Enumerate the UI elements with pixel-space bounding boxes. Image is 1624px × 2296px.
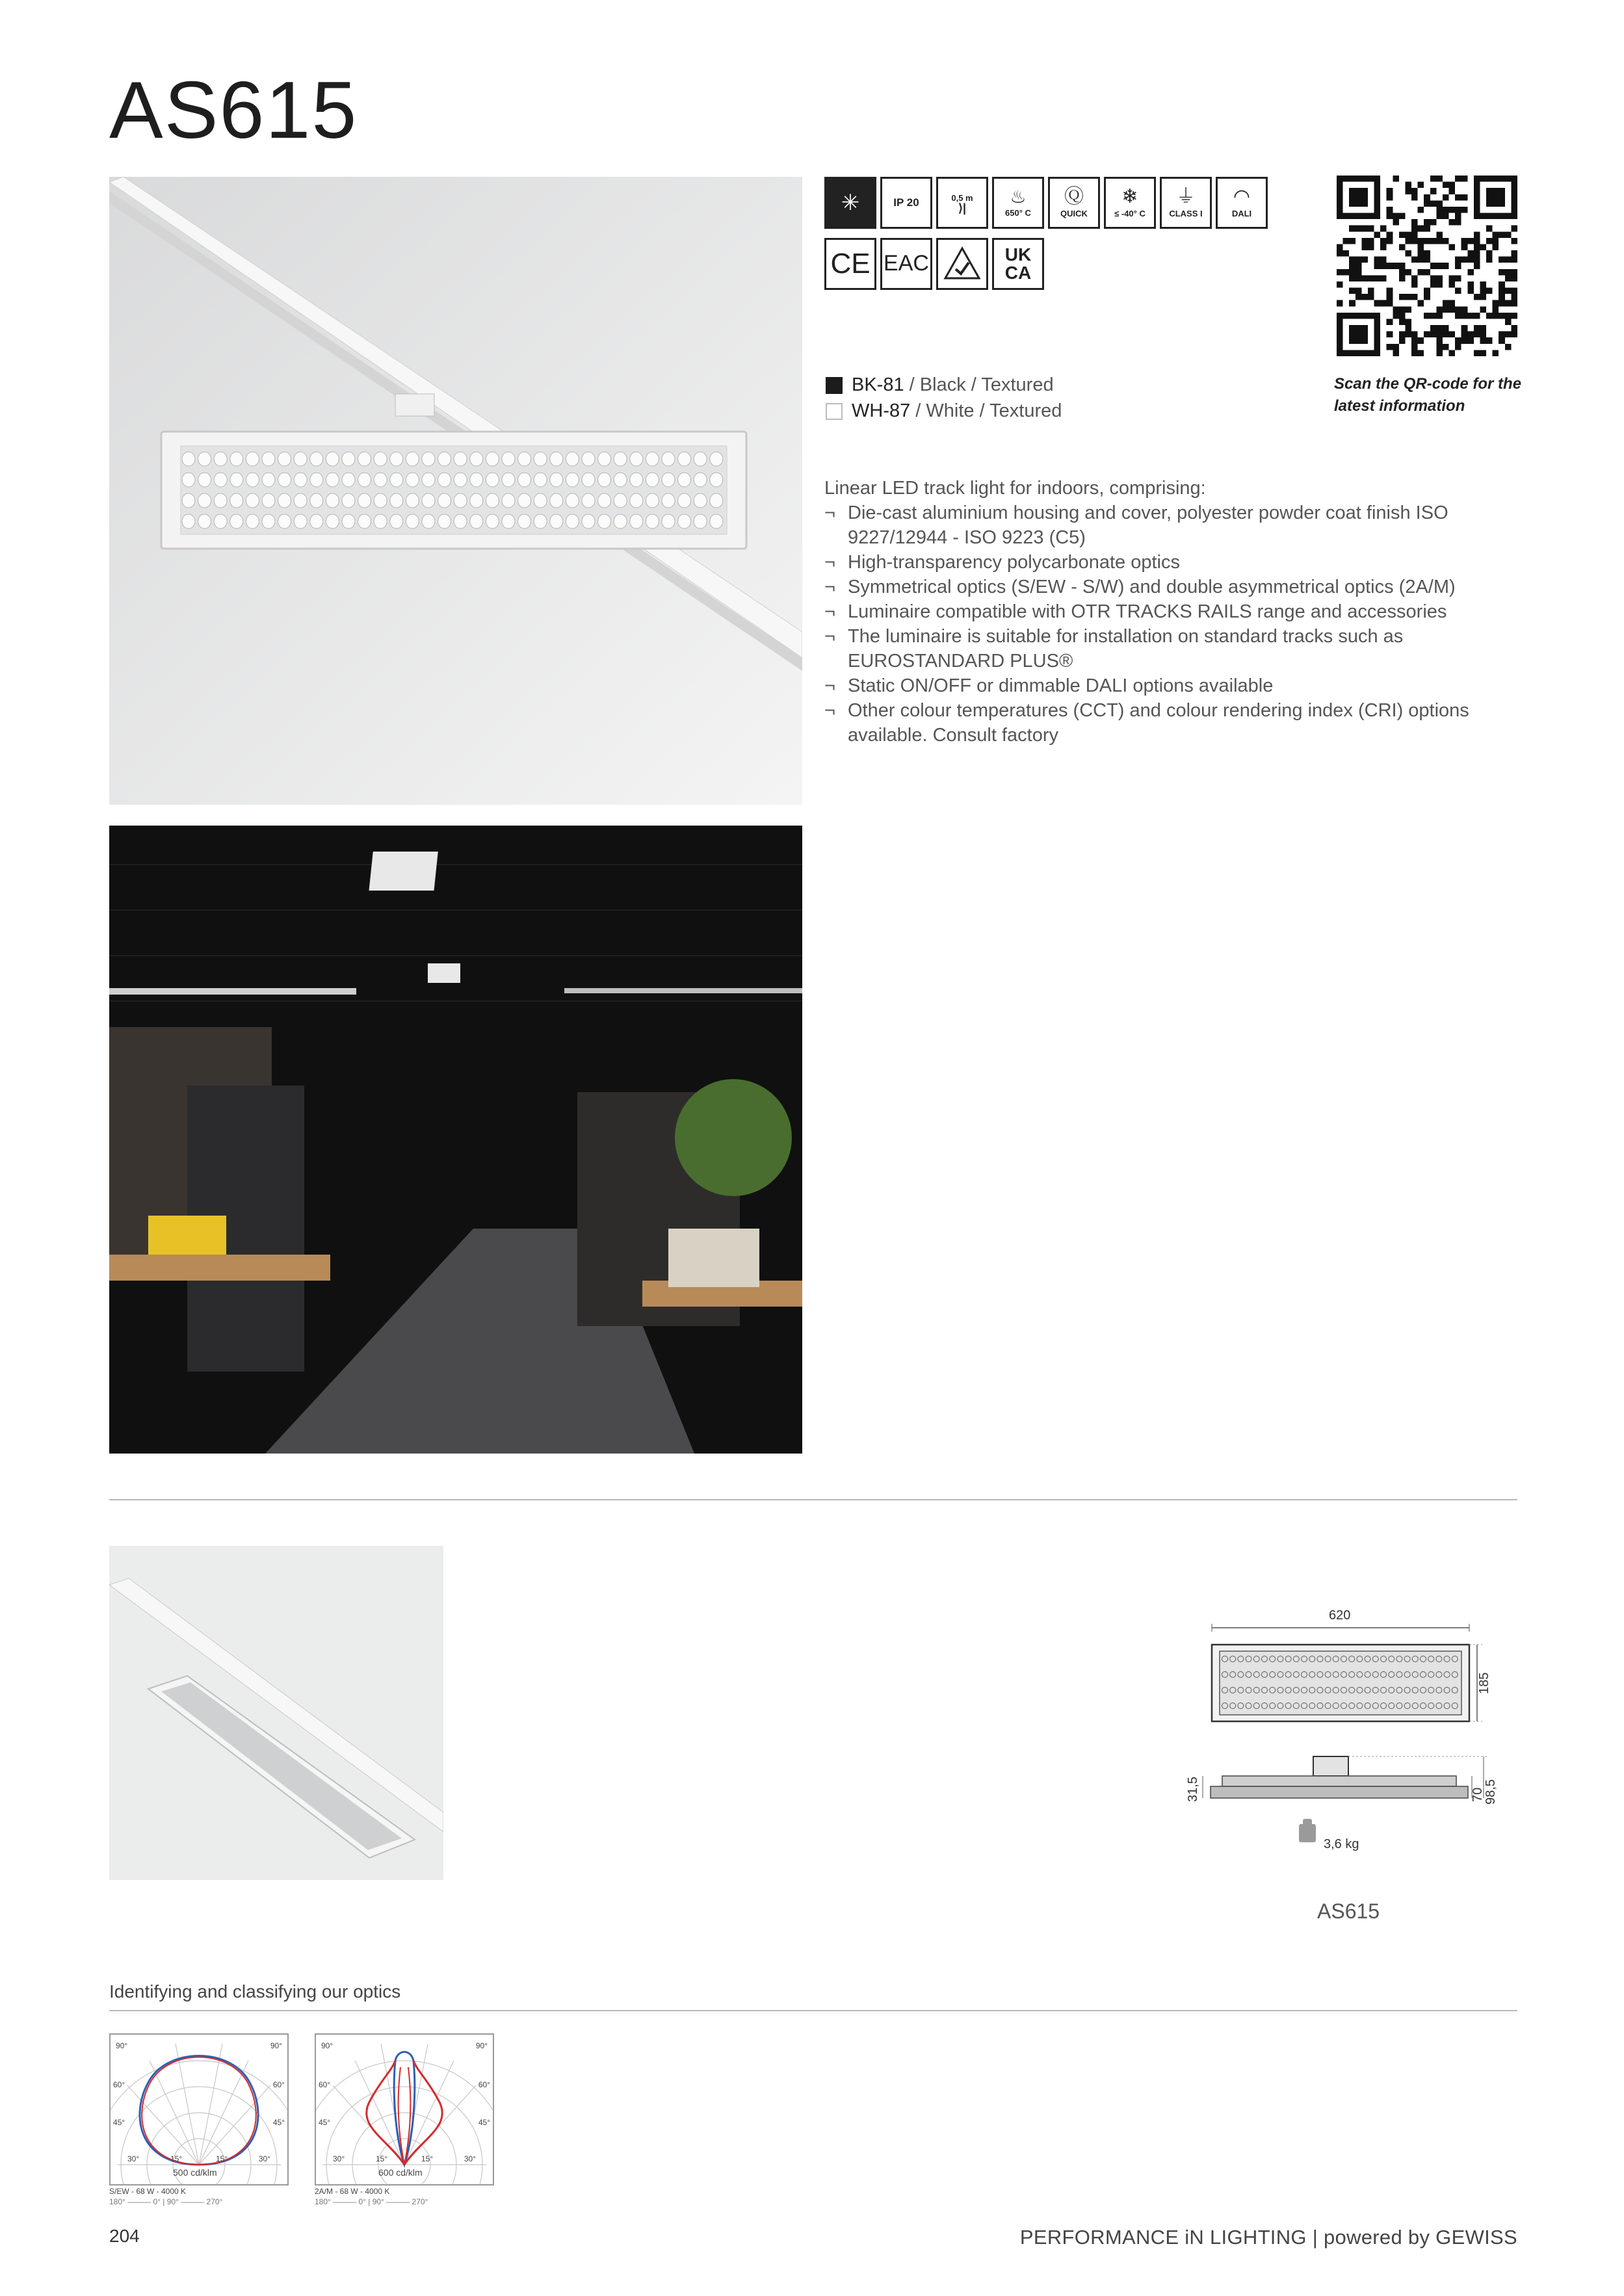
lens [214, 473, 227, 487]
lens [566, 473, 579, 487]
lens [246, 452, 259, 466]
footer-tagline: PERFORMANCE iN LIGHTING | powered by GEWISS [1019, 2226, 1517, 2249]
lens [406, 452, 419, 466]
finish-black [826, 374, 1054, 396]
lens [598, 493, 611, 508]
list-item: ¬ The luminaire is suitable for installation on standard tracks such as EUROSTANDARD PLUS® [824, 624, 1526, 673]
quick-install-icon: Ⓠ QUICK [1048, 177, 1100, 229]
lens [358, 493, 371, 508]
lens [710, 452, 723, 466]
finish-code: BK-81 [852, 374, 904, 395]
lens [214, 493, 227, 508]
lens [374, 514, 387, 528]
qr-code[interactable] [1337, 176, 1517, 356]
lens [198, 493, 211, 508]
lens [566, 493, 579, 508]
lens [662, 452, 675, 466]
finish-desc: / Black / Textured [904, 374, 1054, 395]
height-dimension: 185 [1477, 1672, 1491, 1694]
eac-mark-icon: EAC [880, 238, 932, 290]
lens [262, 493, 275, 508]
lens [678, 514, 691, 528]
lens [694, 514, 707, 528]
optics-section-title: Identifying and classifying our optics [109, 1981, 401, 2002]
lens [486, 452, 499, 466]
lens [374, 493, 387, 508]
qr-caption: Scan the QR-code for the latest information [1334, 375, 1522, 415]
lens [662, 514, 675, 528]
finish-desc: / White / Textured [910, 400, 1062, 421]
glow-wire-icon: ♨ 650° C [992, 177, 1044, 229]
lens [534, 452, 547, 466]
lens [406, 514, 419, 528]
lens [646, 473, 659, 487]
lens [502, 473, 515, 487]
finish-code: WH-87 [852, 400, 911, 421]
white-swatch [826, 403, 843, 420]
technical-drawing [1183, 1606, 1498, 1866]
lens [518, 493, 531, 508]
list-item: ¬ Other colour temperatures (CCT) and colour rendering index (CRI) options available. Consult factory [824, 698, 1526, 748]
lens [518, 473, 531, 487]
base-height-dimension: 31,5 [1186, 1777, 1200, 1802]
lens [630, 473, 643, 487]
lens [470, 493, 483, 508]
lens [342, 493, 355, 508]
lens [438, 514, 451, 528]
polar-diagram-sew: 90° 90° 60° 60° 45° 45° 30° 15° 15° 30° 500 cd/klm [109, 2033, 289, 2185]
lens [358, 514, 371, 528]
list-item: ¬ Symmetrical optics (S/EW - S/W) and double asymmetrical optics (2A/M) [824, 575, 1526, 599]
lens [550, 452, 563, 466]
lens [454, 493, 467, 508]
product-thumbnail [109, 1546, 443, 1880]
model-label: AS615 [1317, 1899, 1380, 1923]
optics-divider [109, 2010, 1517, 2011]
certification-icons [824, 238, 1044, 290]
lens [550, 473, 563, 487]
lens [246, 473, 259, 487]
lens [694, 493, 707, 508]
lens [614, 514, 627, 528]
lens [326, 473, 339, 487]
lens [246, 493, 259, 508]
lens [582, 452, 595, 466]
store-photo [109, 826, 802, 1454]
lens [454, 514, 467, 528]
lens [550, 514, 563, 528]
list-item: ¬ Luminaire compatible with OTR TRACKS RAILS range and accessories [824, 599, 1526, 624]
lens [198, 514, 211, 528]
lens [422, 514, 435, 528]
lens [566, 452, 579, 466]
lens [710, 514, 723, 528]
lens [438, 493, 451, 508]
ukca-mark-icon: UK CA [992, 238, 1044, 290]
lens [518, 452, 531, 466]
lens [678, 473, 691, 487]
lens [310, 514, 323, 528]
lens [470, 452, 483, 466]
ce-mark-icon: CE [824, 238, 876, 290]
lens [646, 514, 659, 528]
lens [278, 514, 291, 528]
lens [230, 452, 243, 466]
intensity-label: 600 cd/klm [378, 2167, 423, 2178]
lens [390, 473, 403, 487]
lens [598, 514, 611, 528]
lens [358, 473, 371, 487]
lens [438, 452, 451, 466]
polar-diagram-2am: 90° 90° 60° 60° 45° 45° 30° 15° 15° 30° 600 cd/klm [315, 2033, 494, 2185]
lens [646, 452, 659, 466]
page-number: 204 [109, 2226, 140, 2246]
lens [694, 452, 707, 466]
lens [598, 452, 611, 466]
lens [198, 473, 211, 487]
lens [406, 473, 419, 487]
lens [694, 473, 707, 487]
ip-rating-icon: IP 20 [880, 177, 932, 229]
lens [614, 473, 627, 487]
lens [454, 473, 467, 487]
lens [374, 452, 387, 466]
lens [454, 452, 467, 466]
lens [534, 514, 547, 528]
lens [246, 514, 259, 528]
lens [502, 514, 515, 528]
lens [710, 493, 723, 508]
asterisk-icon: ✳ [824, 177, 876, 229]
lens [358, 452, 371, 466]
lens [294, 473, 307, 487]
lens [534, 473, 547, 487]
lens [278, 493, 291, 508]
lens [342, 452, 355, 466]
lens [262, 473, 275, 487]
weight-label: 3,6 kg [1324, 1837, 1359, 1851]
lens [646, 493, 659, 508]
lens [534, 493, 547, 508]
lens [390, 514, 403, 528]
lens [326, 452, 339, 466]
lens [486, 493, 499, 508]
lens [262, 514, 275, 528]
lens [342, 473, 355, 487]
lens [182, 452, 195, 466]
lens [518, 514, 531, 528]
rcm-mark-icon [936, 238, 988, 290]
class-i-icon: ⏚ CLASS I [1160, 177, 1212, 229]
lens [278, 452, 291, 466]
lens [566, 514, 579, 528]
lens [582, 514, 595, 528]
lens [310, 452, 323, 466]
lens [710, 473, 723, 487]
lens [214, 452, 227, 466]
body-height-dimension: 70 [1471, 1787, 1485, 1802]
lens [630, 493, 643, 508]
lens [230, 473, 243, 487]
total-height-dimension: 98,5 [1484, 1779, 1498, 1805]
lens [470, 473, 483, 487]
lens [598, 473, 611, 487]
lens [374, 473, 387, 487]
page-title: AS615 [109, 66, 358, 155]
lens [230, 514, 243, 528]
lens [614, 493, 627, 508]
diagram-legend: 180° ——— 0° | 90° ——— 270° [315, 2197, 428, 2206]
lens [630, 452, 643, 466]
diagram-legend: 180° ——— 0° | 90° ——— 270° [109, 2197, 223, 2206]
lens [294, 514, 307, 528]
width-dimension: 620 [1329, 1608, 1351, 1623]
lens [310, 493, 323, 508]
lens [278, 473, 291, 487]
black-swatch [826, 377, 843, 394]
lens [406, 493, 419, 508]
lens [502, 493, 515, 508]
lens [342, 514, 355, 528]
lens [390, 452, 403, 466]
lens [262, 452, 275, 466]
lens [214, 514, 227, 528]
lens [390, 493, 403, 508]
lens [486, 514, 499, 528]
feature-icons [824, 177, 1268, 229]
dali-icon: ◠ DALI [1216, 177, 1268, 229]
description-intro: Linear LED track light for indoors, comprising: [824, 478, 1206, 499]
lens [326, 493, 339, 508]
intensity-label: 500 cd/klm [173, 2167, 217, 2178]
product-photo [109, 177, 802, 805]
lens [230, 493, 243, 508]
lens [182, 493, 195, 508]
lens [438, 473, 451, 487]
diagram-caption: 2A/M - 68 W - 4000 K [315, 2187, 390, 2196]
lens [502, 452, 515, 466]
lens [630, 514, 643, 528]
lens [662, 493, 675, 508]
lens [614, 452, 627, 466]
lens [470, 514, 483, 528]
lens [662, 473, 675, 487]
lens [550, 493, 563, 508]
diagram-caption: S/EW - 68 W - 4000 K [109, 2187, 187, 2196]
lens [294, 452, 307, 466]
lens [582, 493, 595, 508]
lens [326, 514, 339, 528]
list-item: ¬ Die-cast aluminium housing and cover, polyester powder coat finish ISO 9227/12944 - ISO 9223 (C5) [824, 501, 1526, 550]
lens [582, 473, 595, 487]
lens [678, 452, 691, 466]
list-item: ¬ High-transparency polycarbonate optics [824, 550, 1526, 575]
lens [422, 473, 435, 487]
lens [486, 473, 499, 487]
lens [678, 493, 691, 508]
lens [198, 452, 211, 466]
lens [182, 473, 195, 487]
finish-white [826, 400, 1062, 422]
product-description [824, 476, 1526, 748]
distance-icon: 0,5 m ⟩| [936, 177, 988, 229]
lens [294, 493, 307, 508]
lens [422, 452, 435, 466]
lens [182, 514, 195, 528]
section-divider [109, 1499, 1517, 1500]
low-temperature-icon: ❄ ≤ -40° C [1104, 177, 1156, 229]
lens [310, 473, 323, 487]
list-item: ¬ Static ON/OFF or dimmable DALI options available [824, 673, 1526, 698]
lens [422, 493, 435, 508]
